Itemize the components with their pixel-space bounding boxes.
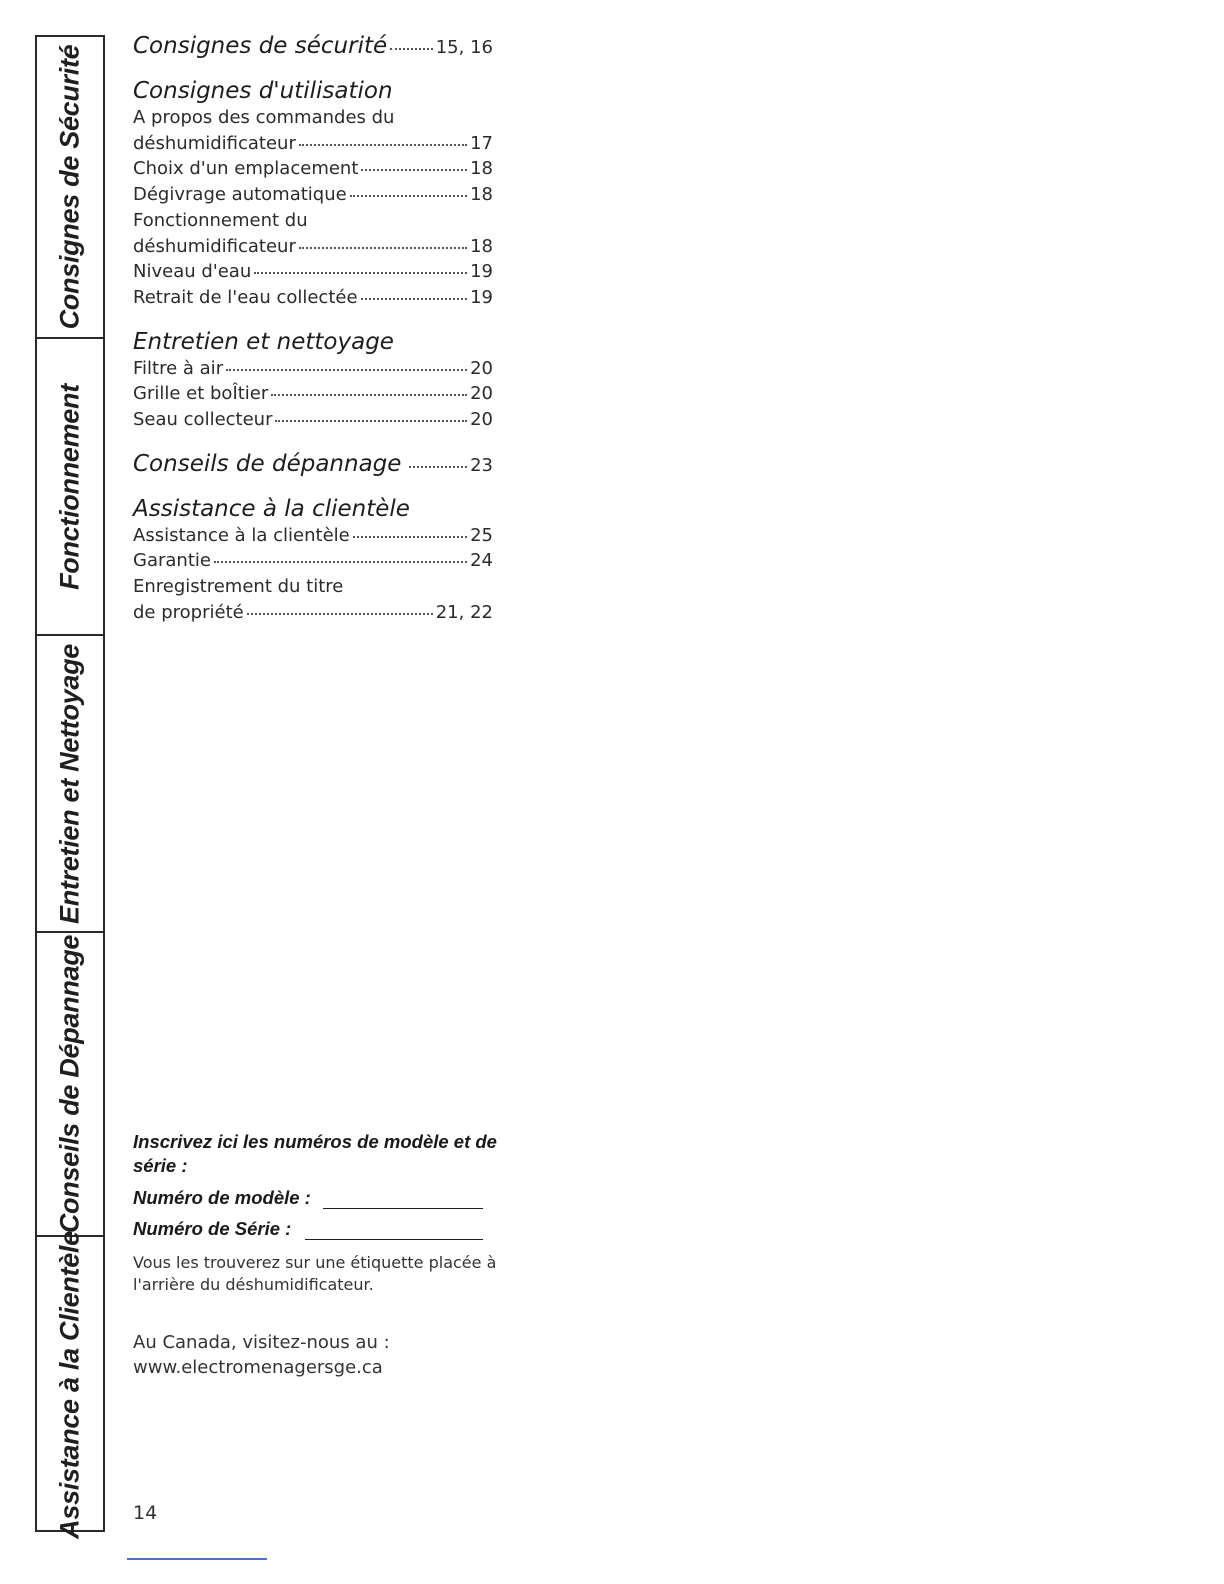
entry-label: Assistance à la clientèle xyxy=(133,524,350,546)
tab-troubleshooting[interactable] xyxy=(37,933,103,1237)
canada-contact-text: Au Canada, visitez-nous au : xyxy=(133,1332,390,1353)
entry-label: Retrait de l'eau collectée xyxy=(133,286,358,308)
page-ref: 20 xyxy=(470,357,493,379)
leader-dots xyxy=(254,272,467,274)
page-ref: 21, 22 xyxy=(435,601,493,623)
toc-entry-defrost[interactable] xyxy=(133,182,493,208)
section-title-operating: Consignes d'utilisation xyxy=(133,78,393,104)
entry-label: Garantie xyxy=(133,550,211,572)
serial-number-blank xyxy=(305,1221,483,1240)
page-ref: 18 xyxy=(470,158,493,180)
model-number-blank xyxy=(323,1190,483,1209)
toc-entry-registration-line1: Enregistrement du titre xyxy=(133,576,344,598)
leader-dots xyxy=(390,48,433,50)
section-title-consumer: Assistance à la clientèle xyxy=(133,495,410,522)
page-ref: 24 xyxy=(470,550,493,572)
page-ref: 15, 16 xyxy=(435,37,493,58)
serial-number-field xyxy=(133,1218,483,1240)
toc-entry-grille[interactable] xyxy=(133,381,493,407)
page-ref: 23 xyxy=(470,454,493,476)
toc-entry-controls[interactable] xyxy=(133,131,493,157)
toc-entry-location[interactable] xyxy=(133,156,493,182)
serial-number-label: Numéro de Série : xyxy=(133,1218,292,1239)
toc-entry-support[interactable] xyxy=(133,523,493,549)
tab-care-label: Entretien et Nettoyage xyxy=(54,643,85,924)
page-ref: 19 xyxy=(470,286,493,308)
section-title-safety: Consignes de sécurité xyxy=(133,33,388,59)
page-ref: 17 xyxy=(470,132,493,154)
leader-dots xyxy=(409,466,467,468)
tab-safety-label: Consignes de Sécurité xyxy=(54,44,85,330)
entry-label: Seau collecteur xyxy=(133,409,273,431)
leader-dots xyxy=(247,613,433,615)
page-number: 14 xyxy=(133,1502,158,1524)
entry-label: Dégivrage automatique xyxy=(133,184,347,206)
model-number-field xyxy=(133,1187,483,1209)
toc-troubleshooting[interactable] xyxy=(133,450,493,478)
page-ref: 18 xyxy=(470,184,493,206)
canada-contact xyxy=(133,1330,523,1380)
page-ref: 20 xyxy=(470,383,493,405)
leader-dots xyxy=(350,195,467,197)
page-ref: 25 xyxy=(470,524,493,546)
entry-label: Grille et boÎtier xyxy=(133,383,269,405)
registration-heading: Inscrivez ici les numéros de modèle et de série : xyxy=(133,1131,497,1176)
entry-label: Choix d'un emplacement xyxy=(133,158,359,180)
leader-dots xyxy=(299,144,467,146)
toc-entry-filter[interactable] xyxy=(133,356,493,382)
canada-website-link[interactable]: www.electromenagersge.ca xyxy=(133,1357,383,1378)
tab-operating-label: Fonctionnement xyxy=(54,383,85,590)
model-number-label: Numéro de modèle : xyxy=(133,1187,311,1208)
registration-note: Vous les trouverez sur une étiquette placée à l'arrière du déshumidificateur. xyxy=(133,1253,497,1294)
side-tab-column xyxy=(35,35,105,1539)
page-ref: 18 xyxy=(470,235,493,257)
entry-label: de propriété xyxy=(133,601,244,623)
entry-label: déshumidificateur xyxy=(133,235,296,257)
leader-dots xyxy=(271,394,467,396)
tab-troubleshooting-label: Conseils de Dépannage xyxy=(54,934,85,1234)
registration-block xyxy=(133,1130,523,1380)
page-ref: 20 xyxy=(470,409,493,431)
entry-label: Filtre à air xyxy=(133,357,224,379)
toc-entry-operation[interactable] xyxy=(133,234,493,260)
section-title-care: Entretien et nettoyage xyxy=(133,328,394,355)
toc-entry-warranty[interactable] xyxy=(133,548,493,574)
leader-dots xyxy=(361,169,467,171)
tab-consumer-label: Assistance à la Clientèle xyxy=(54,1230,85,1539)
toc-entry-controls-line1: A propos des commandes du xyxy=(133,107,395,128)
page-ref: 19 xyxy=(470,261,493,283)
toc-entry-bucket[interactable] xyxy=(133,407,493,433)
leader-dots xyxy=(214,561,467,563)
tab-safety[interactable] xyxy=(37,37,103,339)
leader-dots xyxy=(226,369,467,371)
toc-entry-water-level[interactable] xyxy=(133,259,493,285)
leader-dots xyxy=(361,298,468,300)
entry-label: Niveau d'eau xyxy=(133,261,252,283)
toc-safety[interactable] xyxy=(133,32,493,60)
table-of-contents xyxy=(133,32,493,626)
toc-entry-water-removal[interactable] xyxy=(133,285,493,311)
tab-consumer[interactable] xyxy=(37,1230,103,1539)
leader-dots xyxy=(353,536,467,538)
leader-dots xyxy=(275,420,467,422)
section-title-troubleshooting: Conseils de dépannage xyxy=(133,450,402,477)
tab-operating[interactable] xyxy=(37,339,103,636)
toc-entry-operation-line1: Fonctionnement du xyxy=(133,209,308,231)
entry-label: déshumidificateur xyxy=(133,132,296,154)
tab-care[interactable] xyxy=(37,636,103,933)
leader-dots xyxy=(299,247,467,249)
toc-entry-registration[interactable] xyxy=(133,600,493,626)
footer-rule xyxy=(127,1558,267,1560)
